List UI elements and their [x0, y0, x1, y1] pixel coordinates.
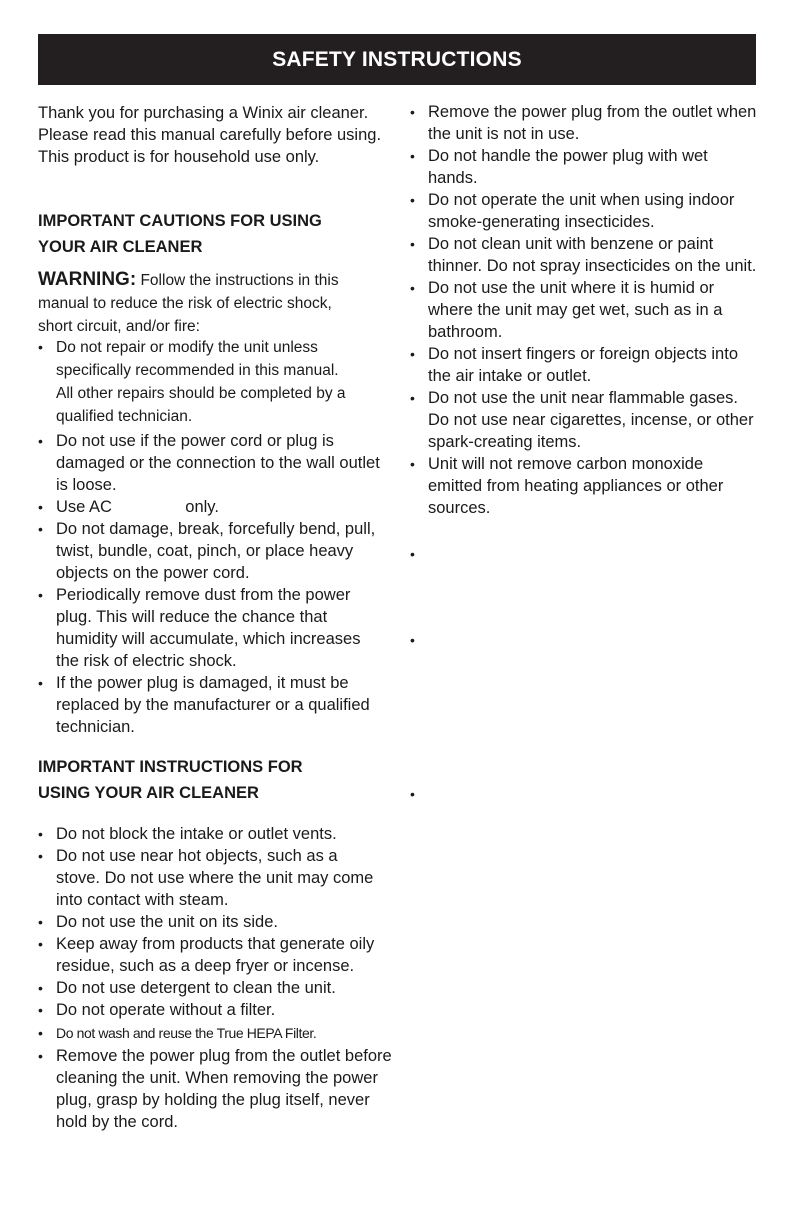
list-item: • Do not block the intake or outlet vents.: [36, 823, 386, 845]
list-item: • Do not use if the power cord or plug is damaged or the connection to the wall outlet is loose.: [36, 430, 386, 496]
page-title-banner: [38, 34, 756, 85]
list-item: • Do not damage, break, forcefully bend, pull, twist, bundle, coat, pinch, or place heavy objects on the power cord.: [36, 518, 386, 584]
list-item: • Do not use the unit near flammable gases. Do not use near cigarettes, incense, or other spark-creating items.: [408, 387, 758, 453]
list-item: • Do not clean unit with benzene or paint thinner. Do not spray insecticides on the unit.: [408, 233, 758, 277]
list-item: • Do not use detergent to clean the unit.: [36, 977, 416, 999]
warning-paragraph: [38, 268, 368, 338]
empty-bullet: •: [410, 786, 415, 802]
empty-bullet: •: [410, 546, 415, 562]
list-item: • Do not use the unit on its side.: [36, 911, 416, 933]
list-item: • Do not wash and reuse the True HEPA Filter.: [36, 1021, 416, 1045]
list-item: • Do not use near hot objects, such as a stove. Do not use where the unit may come into contact with steam.: [36, 845, 386, 911]
warning-text: Follow the instructions in this manual to reduce the risk of electric shock, short circuit, and/or fire:: [38, 272, 339, 335]
intro-paragraph: Thank you for purchasing a Winix air cleaner. Please read this manual carefully before using. This product is for household use only.: [38, 104, 382, 166]
list-item: • Do not use the unit where it is humid or where the unit may get wet, such as in a bathroom.: [408, 277, 758, 343]
instructions-heading: [38, 754, 398, 806]
list-item: • Do not insert fingers or foreign objects into the air intake or outlet.: [408, 343, 758, 387]
list-item: • Keep away from products that generate oily residue, such as a deep fryer or incense.: [36, 933, 416, 977]
cautions-heading-line2: YOUR AIR CLEANER: [38, 238, 203, 256]
list-item: • Use AC only.: [36, 496, 386, 518]
cautions-heading: [38, 208, 398, 260]
list-item: • Do not handle the power plug with wet hands.: [408, 145, 758, 189]
list-item: • Do not repair or modify the unit unless specifically recommended in this manual. All other repairs should be completed by a qualified technician.: [36, 336, 356, 428]
instructions-heading-line2: USING YOUR AIR CLEANER: [38, 784, 259, 802]
warning-label: WARNING:: [38, 269, 137, 290]
list-item: • Periodically remove dust from the power plug. This will reduce the chance that humidity will accumulate, which increases the risk of electric shock.: [36, 584, 386, 672]
warning-list: [36, 336, 386, 738]
list-item: • If the power plug is damaged, it must be replaced by the manufacturer or a qualified technician.: [36, 672, 386, 738]
instructions-heading-line1: IMPORTANT INSTRUCTIONS FOR: [38, 758, 303, 776]
list-item: • Remove the power plug from the outlet before cleaning the unit. When removing the power plug, grasp by holding the plug itself, never hold by the cord.: [36, 1045, 396, 1133]
list-item: • Do not operate the unit when using indoor smoke-generating insecticides.: [408, 189, 758, 233]
list-item: • Do not operate without a filter.: [36, 999, 416, 1021]
instructions-list: [36, 823, 416, 1133]
cautions-heading-line1: IMPORTANT CAUTIONS FOR USING: [38, 212, 322, 230]
list-item: • Unit will not remove carbon monoxide emitted from heating appliances or other sources.: [408, 453, 758, 519]
right-column-list: [408, 101, 758, 519]
list-item: • Remove the power plug from the outlet when the unit is not in use.: [408, 101, 758, 145]
page-title: SAFETY INSTRUCTIONS: [272, 47, 522, 71]
empty-bullet: •: [410, 632, 415, 648]
